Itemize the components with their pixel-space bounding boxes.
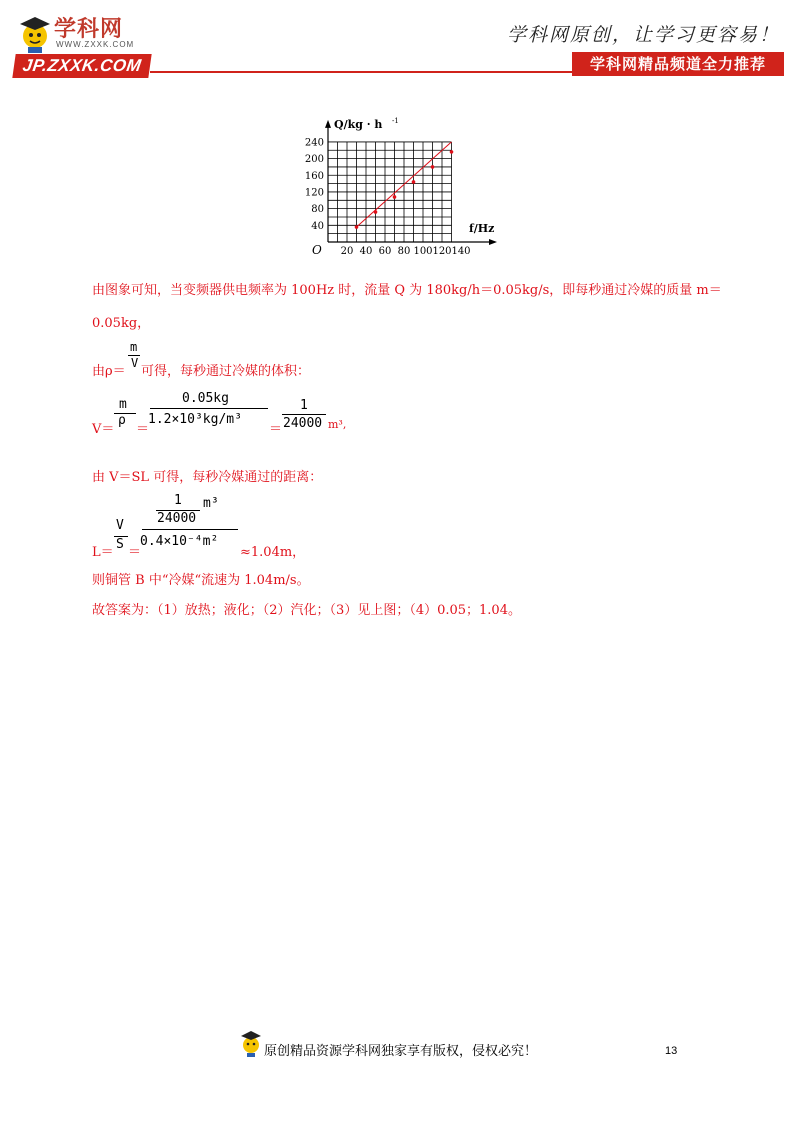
x-tick-label: 100: [413, 246, 433, 257]
solution-line-2: 0.05kg，: [92, 316, 151, 331]
y-tick-label: 40: [311, 220, 324, 232]
footer-copyright: 原创精品资源学科网独家享有版权，侵权必究！: [264, 1044, 538, 1059]
logo-domain: JP.ZXXK.COM: [12, 54, 151, 78]
x-tick-label: 80: [397, 246, 411, 257]
y-tick-label: 200: [304, 154, 324, 166]
v-frac1-denominator: ρ: [118, 413, 126, 428]
l-frac1-denominator: S: [116, 537, 124, 552]
l-frac2-denominator: 0.4×10⁻⁴m²: [140, 534, 219, 549]
l-frac1-numerator: V: [116, 518, 124, 533]
rho-denominator: V: [131, 356, 139, 370]
header-divider: [150, 71, 572, 73]
y-axis-arrow: [325, 120, 331, 128]
logo-url: WWW.ZXXK.COM: [56, 40, 135, 49]
mascot-icon: [16, 14, 54, 54]
v-frac3-denominator: 24000: [283, 416, 323, 431]
l-inner-numerator: 1: [174, 493, 182, 508]
v-frac2-bar: [150, 408, 268, 409]
distance-intro: 由 V＝SL 可得，每秒冷媒通过的距离：: [92, 470, 323, 485]
rho-numerator: m: [130, 340, 138, 354]
data-point: [412, 180, 416, 184]
header-slogan: 学科网原创，让学习更容易！: [506, 24, 780, 46]
site-logo: [14, 12, 164, 82]
y-tick-label: 160: [304, 170, 324, 182]
l-frac2-bar: [142, 529, 238, 530]
rho-suffix: 可得，每秒通过冷媒的体积：: [141, 364, 311, 379]
x-axis-label: f/Hz: [469, 222, 495, 235]
data-point: [374, 210, 378, 214]
y-axis-label-exponent: -1: [392, 116, 399, 125]
y-tick-label: 240: [304, 137, 324, 149]
x-tick-label: 40: [359, 246, 373, 257]
data-point: [393, 195, 397, 199]
footer-mascot-icon: [240, 1028, 262, 1058]
flow-frequency-chart: [290, 92, 530, 264]
v-unit: m³,: [328, 418, 347, 431]
x-tick-label: 140: [451, 246, 471, 257]
v-frac2-numerator: 0.05kg: [182, 391, 229, 406]
data-point: [450, 150, 454, 154]
y-axis-label: Q/kg · h: [334, 117, 383, 131]
v-frac2-denominator: 1.2×10³kg/m³: [148, 412, 242, 427]
x-axis-arrow: [489, 239, 497, 245]
page-number: 13: [665, 1045, 678, 1057]
v-equals-2: ＝: [269, 422, 283, 437]
v-frac3-bar: [282, 414, 326, 415]
v-frac3-numerator: 1: [300, 398, 308, 413]
rho-prefix: 由ρ＝: [92, 364, 126, 379]
data-point: [431, 165, 435, 169]
origin-label: O: [312, 243, 322, 257]
y-tick-label: 120: [304, 187, 324, 199]
y-tick-label: 80: [311, 204, 324, 216]
solution-line-1: 由图象可知，当变频器供电频率为 100Hz 时，流量 Q 为 180kg/h＝0.05kg/s，即每秒通过冷媒的质量 m＝: [92, 283, 722, 298]
x-tick-label: 60: [378, 246, 392, 257]
data-point: [355, 225, 359, 229]
v-equals-1: ＝: [136, 422, 150, 437]
x-tick-label: 120: [432, 246, 452, 257]
l-result: ≈1.04m，: [240, 545, 306, 560]
header-banner: 学科网精品频道全力推荐: [572, 52, 784, 76]
answer-line: 故答案为：（1）放热；液化；（2）汽化；（3）见上图；（4）0.05；1.04。: [92, 603, 521, 618]
l-inner-unit: m³: [203, 496, 219, 511]
logo-name: 学科网: [54, 17, 124, 42]
l-equals: ＝: [128, 545, 142, 560]
v-prefix: V＝: [92, 422, 115, 437]
x-tick-label: 20: [340, 246, 354, 257]
l-prefix: L＝: [92, 545, 114, 560]
l-inner-denominator: 24000: [157, 511, 197, 526]
v-frac1-numerator: m: [119, 397, 127, 412]
speed-line: 则铜管 B 中“冷媒“流速为 1.04m/s。: [92, 573, 310, 588]
